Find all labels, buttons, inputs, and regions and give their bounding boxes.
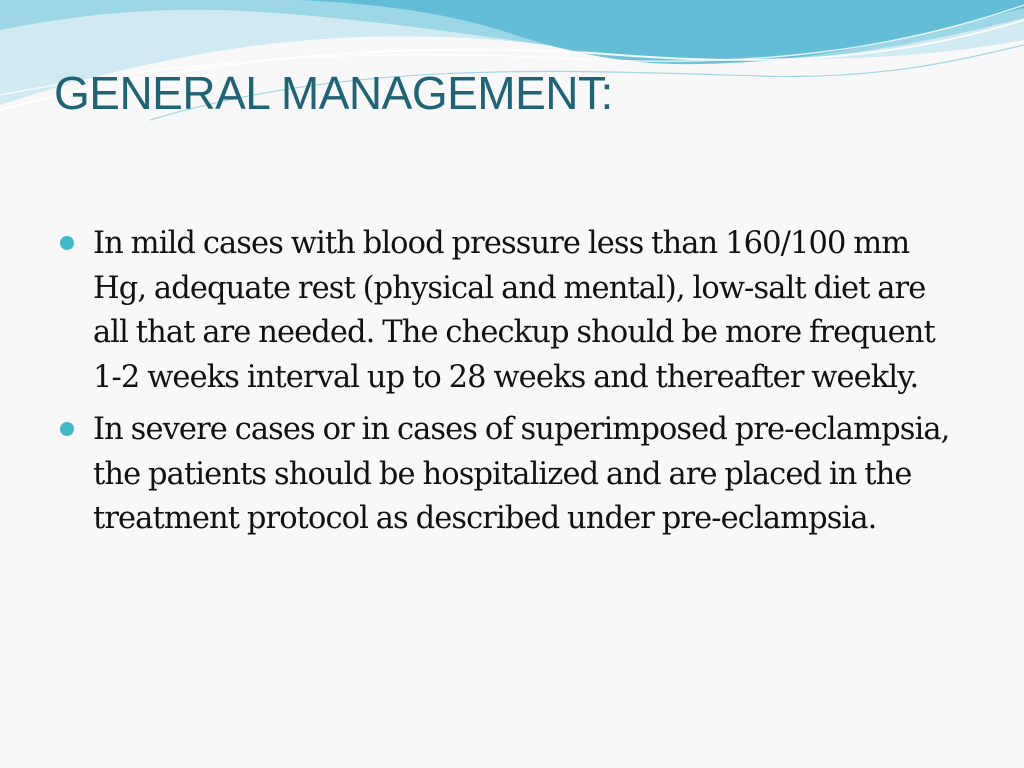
bullet-text: In severe cases or in cases of superimposed pre-eclampsia, the patients should be hospitalized and are placed in the treatment protocol as described under pre-eclampsia. (93, 412, 950, 536)
bullet-item (60, 408, 960, 542)
bullet-dot-icon (60, 422, 74, 436)
bullet-text: In mild cases with blood pressure less than 160/100 mm Hg, adequate rest (physical and mental), low-salt diet are all that are needed. The checkup should be more frequent 1-2 weeks interval up to 28 weeks and thereafter weekly. (93, 226, 935, 395)
bullet-item (60, 222, 960, 400)
bullet-dot-icon (60, 236, 74, 250)
bullet-list (60, 222, 960, 550)
slide-title: GENERAL MANAGEMENT: (54, 67, 613, 119)
